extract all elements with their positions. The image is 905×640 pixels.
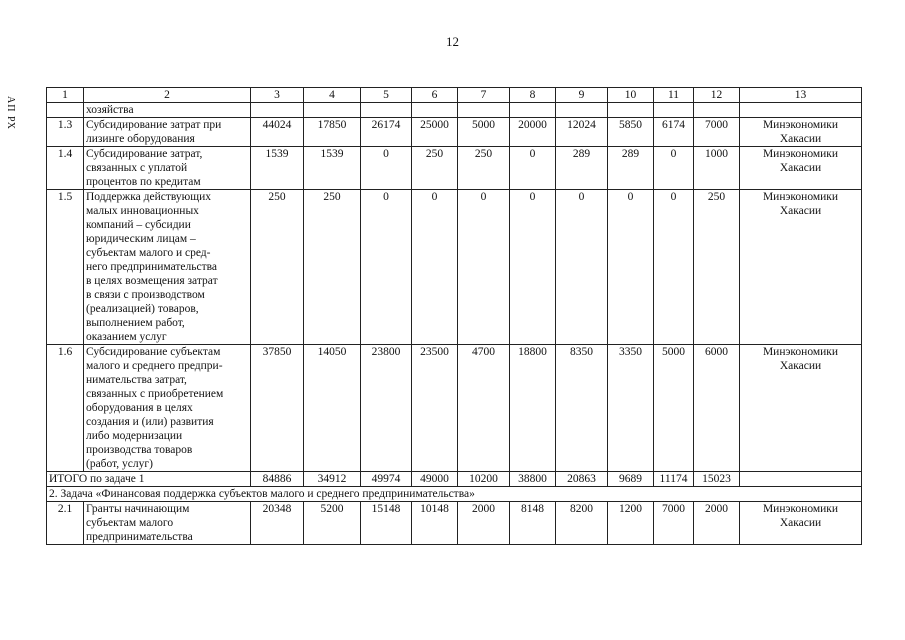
- value-cell: 1539: [251, 147, 304, 190]
- value-cell: 2000: [694, 502, 740, 545]
- row-name-line: связанных с уплатой: [86, 162, 188, 174]
- value-cell: 18800: [510, 345, 556, 472]
- total-row: [47, 472, 862, 487]
- row-name-line: Поддержка действующих: [86, 191, 211, 203]
- row-name-line: (работ, услуг): [86, 458, 153, 470]
- value-cell: 12024: [556, 118, 608, 147]
- budget-table: [46, 87, 862, 545]
- ministry-line: Хакасии: [779, 517, 822, 529]
- side-note: АП РХ: [5, 96, 16, 131]
- row-name-line: субъектам малого: [86, 517, 174, 529]
- value-cell: 0: [510, 190, 556, 345]
- responsible-ministry: [740, 147, 862, 190]
- column-header-4: 4: [304, 88, 361, 103]
- value-cell: 0: [654, 190, 694, 345]
- column-header-5: 5: [361, 88, 412, 103]
- value-cell: 23800: [361, 345, 412, 472]
- value-cell: 250: [412, 147, 458, 190]
- ministry-line: Минэкономики: [762, 148, 839, 160]
- value-cell: 10148: [412, 502, 458, 545]
- total-value-cell: 49974: [361, 472, 412, 487]
- ministry-line: Минэкономики: [762, 191, 839, 203]
- value-cell: 7000: [694, 118, 740, 147]
- value-cell: 250: [304, 190, 361, 345]
- value-cell: 0: [556, 190, 608, 345]
- value-cell: 1539: [304, 147, 361, 190]
- value-cell: 0: [361, 147, 412, 190]
- total-value-cell: 49000: [412, 472, 458, 487]
- value-cell: 5000: [654, 345, 694, 472]
- value-cell: [251, 103, 304, 118]
- ministry-line: Минэкономики: [762, 119, 839, 131]
- value-cell: 14050: [304, 345, 361, 472]
- value-cell: 25000: [412, 118, 458, 147]
- row-name-line: (реализацией) товаров,: [86, 303, 199, 315]
- responsible-ministry: [740, 190, 862, 345]
- row-name-line: связанных с приобретением: [86, 388, 224, 400]
- responsible-ministry: [740, 502, 862, 545]
- row-code: [47, 103, 84, 118]
- value-cell: 0: [361, 190, 412, 345]
- value-cell: 2000: [458, 502, 510, 545]
- value-cell: 8350: [556, 345, 608, 472]
- row-name-line: лизинге оборудования: [86, 133, 195, 145]
- total-value-cell: 10200: [458, 472, 510, 487]
- value-cell: 3350: [608, 345, 654, 472]
- total-value-cell: 9689: [608, 472, 654, 487]
- value-cell: 0: [608, 190, 654, 345]
- row-name-line: оборудования в целях: [86, 402, 193, 414]
- row-name-line: малого и среднего предпри-: [86, 360, 223, 372]
- row-name-line: предпринимательства: [86, 531, 193, 543]
- value-cell: 23500: [412, 345, 458, 472]
- value-cell: 4700: [458, 345, 510, 472]
- row-name-line: Субсидирование затрат при: [86, 119, 222, 131]
- value-cell: 8200: [556, 502, 608, 545]
- value-cell: 17850: [304, 118, 361, 147]
- total-value-cell: 15023: [694, 472, 740, 487]
- row-name: [84, 147, 251, 190]
- value-cell: [458, 103, 510, 118]
- value-cell: 289: [556, 147, 608, 190]
- total-value-cell: 84886: [251, 472, 304, 487]
- value-cell: [361, 103, 412, 118]
- row-code: 1.4: [47, 147, 84, 190]
- row-name-line: в связи с производством: [86, 289, 205, 301]
- table-row: [47, 345, 862, 472]
- row-code: 1.5: [47, 190, 84, 345]
- row-name: [84, 118, 251, 147]
- value-cell: [608, 103, 654, 118]
- row-name: хозяйства: [84, 103, 251, 118]
- row-name: [84, 502, 251, 545]
- value-cell: 0: [412, 190, 458, 345]
- value-cell: [654, 103, 694, 118]
- row-code: 1.6: [47, 345, 84, 472]
- row-name-line: него предпринимательства: [86, 261, 218, 273]
- ministry-line: Хакасии: [779, 162, 822, 174]
- table-row: [47, 147, 862, 190]
- ministry-line: Минэкономики: [762, 346, 839, 358]
- row-name-line: производства товаров: [86, 444, 193, 456]
- total-value-cell: 11174: [654, 472, 694, 487]
- column-header-12: 12: [694, 88, 740, 103]
- value-cell: [694, 103, 740, 118]
- ministry-line: Хакасии: [779, 133, 822, 145]
- value-cell: 0: [458, 190, 510, 345]
- column-header-7: 7: [458, 88, 510, 103]
- row-name-line: в целях возмещения затрат: [86, 275, 218, 287]
- continuation-row: [47, 103, 862, 118]
- value-cell: 15148: [361, 502, 412, 545]
- row-name-line: либо модернизации: [86, 430, 183, 442]
- table-row: [47, 118, 862, 147]
- row-name-line: процентов по кредитам: [86, 176, 201, 188]
- row-name: [84, 190, 251, 345]
- ministry-line: Хакасии: [779, 360, 822, 372]
- row-name: [84, 345, 251, 472]
- value-cell: 37850: [251, 345, 304, 472]
- value-cell: 20348: [251, 502, 304, 545]
- row-name-line: Субсидирование затрат,: [86, 148, 203, 160]
- total-ministry: [740, 472, 862, 487]
- value-cell: 5850: [608, 118, 654, 147]
- value-cell: 20000: [510, 118, 556, 147]
- column-header-10: 10: [608, 88, 654, 103]
- column-header-3: 3: [251, 88, 304, 103]
- value-cell: 5200: [304, 502, 361, 545]
- table-row: [47, 190, 862, 345]
- value-cell: 289: [608, 147, 654, 190]
- row-name-line: создания и (или) развития: [86, 416, 214, 428]
- column-header-8: 8: [510, 88, 556, 103]
- value-cell: 0: [654, 147, 694, 190]
- value-cell: 250: [694, 190, 740, 345]
- value-cell: 26174: [361, 118, 412, 147]
- total-label: ИТОГО по задаче 1: [47, 472, 251, 487]
- row-name-line: Гранты начинающим: [86, 503, 190, 515]
- row-name-line: малых инновационных: [86, 205, 199, 217]
- value-cell: 6174: [654, 118, 694, 147]
- column-header-6: 6: [412, 88, 458, 103]
- value-cell: 8148: [510, 502, 556, 545]
- value-cell: 250: [251, 190, 304, 345]
- responsible-ministry: [740, 345, 862, 472]
- value-cell: 1000: [694, 147, 740, 190]
- total-value-cell: 20863: [556, 472, 608, 487]
- row-name-line: нимательства затрат,: [86, 374, 187, 386]
- ministry-line: Хакасии: [779, 205, 822, 217]
- value-cell: [510, 103, 556, 118]
- column-header-9: 9: [556, 88, 608, 103]
- row-name-line: субъектам малого и сред-: [86, 247, 211, 259]
- row-code: 1.3: [47, 118, 84, 147]
- value-cell: [740, 103, 862, 118]
- value-cell: 250: [458, 147, 510, 190]
- value-cell: [412, 103, 458, 118]
- value-cell: [304, 103, 361, 118]
- column-header-row: [47, 88, 862, 103]
- column-header-11: 11: [654, 88, 694, 103]
- column-header-1: 1: [47, 88, 84, 103]
- column-header-2: 2: [84, 88, 251, 103]
- ministry-line: Минэкономики: [762, 503, 839, 515]
- value-cell: 6000: [694, 345, 740, 472]
- row-name-line: юридическим лицам –: [86, 233, 196, 245]
- value-cell: 0: [510, 147, 556, 190]
- total-value-cell: 34912: [304, 472, 361, 487]
- row-name-line: компаний – субсидии: [86, 219, 191, 231]
- row-name-line: Субсидирование субъектам: [86, 346, 221, 358]
- row-name-line: оказанием услуг: [86, 331, 167, 343]
- row-name-line: выполнением работ,: [86, 317, 185, 329]
- value-cell: 5000: [458, 118, 510, 147]
- value-cell: 7000: [654, 502, 694, 545]
- value-cell: [556, 103, 608, 118]
- task-2-title: 2. Задача «Финансовая поддержка субъектов малого и среднего предпринимательства»: [47, 487, 862, 502]
- responsible-ministry: [740, 118, 862, 147]
- row-code: 2.1: [47, 502, 84, 545]
- page-number: 12: [446, 34, 459, 49]
- value-cell: 44024: [251, 118, 304, 147]
- total-value-cell: 38800: [510, 472, 556, 487]
- column-header-13: 13: [740, 88, 862, 103]
- task-header-row: [47, 487, 862, 502]
- table-row: [47, 502, 862, 545]
- value-cell: 1200: [608, 502, 654, 545]
